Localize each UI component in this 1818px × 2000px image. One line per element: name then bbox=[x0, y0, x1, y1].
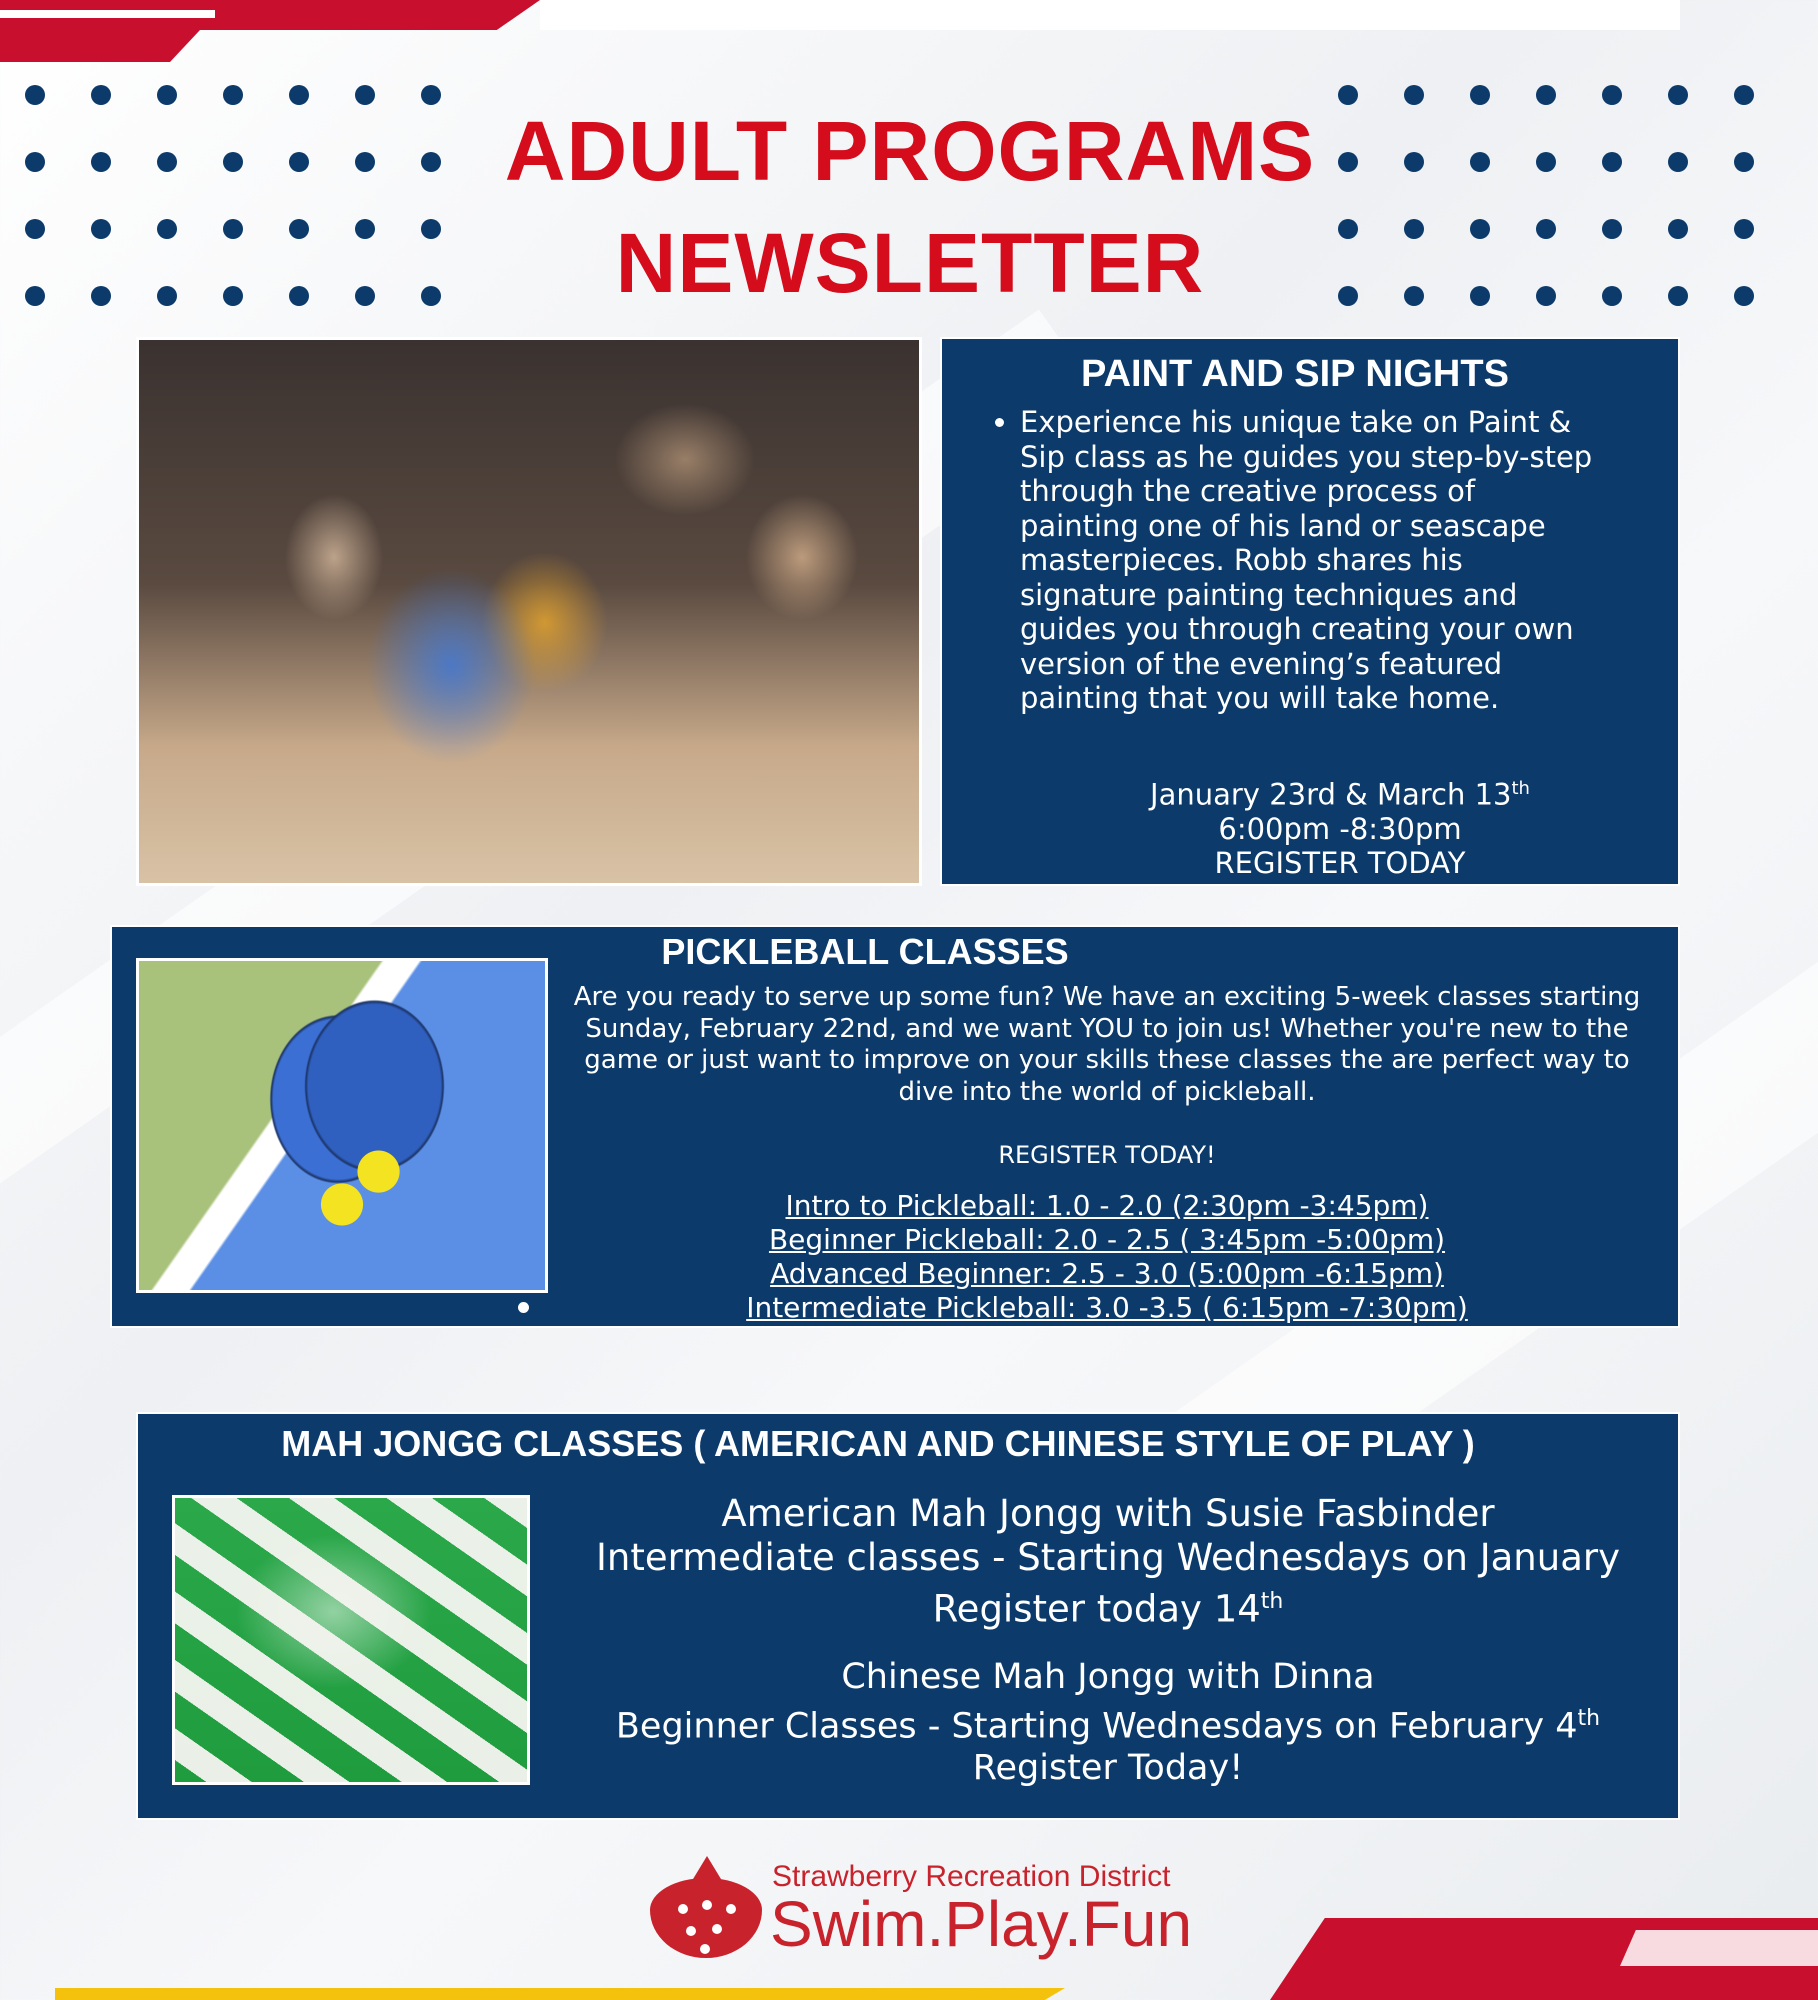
bullet-icon bbox=[518, 1302, 529, 1313]
paint-register: REGISTER TODAY bbox=[1214, 845, 1466, 880]
american-line-3: Register today 14 bbox=[932, 1587, 1261, 1631]
paint-time: 6:00pm -8:30pm bbox=[1218, 811, 1462, 846]
page-title bbox=[430, 95, 1390, 319]
strawberry-recreation-logo bbox=[650, 1848, 1210, 1958]
chinese-mah-jongg-info bbox=[568, 1657, 1648, 1789]
mah-jongg-heading: MAH JONGG CLASSES ( AMERICAN AND CHINESE STYLE OF PLAY ) bbox=[281, 1423, 1475, 1464]
chinese-line-3: Register Today! bbox=[972, 1747, 1244, 1788]
pickleball-class-link[interactable]: Beginner Pickleball: 2.0 - 2.5 ( 3:45pm -5:00pm) bbox=[768, 1223, 1446, 1256]
pickleball-description: Are you ready to serve up some fun? We have an exciting 5-week classes starting Sunday, February 22nd, and we want YOU to join us! Whether you're new to the game or just want to improve on your skills these classes the are perfect way to dive into the world of pickleball. bbox=[573, 982, 1641, 1107]
pickleball-class-link[interactable]: Advanced Beginner: 2.5 - 3.0 (5:00pm -6:15pm) bbox=[770, 1257, 1444, 1290]
paint-description: • Experience his unique take on Paint & Sip class as he guides you step-by-step through the creative process of painting one of his land or seascape masterpieces. Robb shares his signature painting techniques and guides you through creating your own version of the evening’s featured painting that you will take home. bbox=[1020, 405, 1600, 716]
pickleball-register: REGISTER TODAY! bbox=[998, 1141, 1216, 1169]
american-mah-jongg-info bbox=[568, 1492, 1648, 1631]
pickleball-heading: PICKLEBALL CLASSES bbox=[661, 931, 1069, 972]
american-line-1: American Mah Jongg with Susie Fasbinder bbox=[721, 1492, 1495, 1535]
yellow-accent-bar bbox=[55, 1988, 1065, 2000]
org-name: Strawberry Recreation District bbox=[772, 1860, 1171, 1893]
white-accent-bar bbox=[1620, 1930, 1818, 1966]
pickleball-class-link[interactable]: Intermediate Pickleball: 3.0 -3.5 ( 6:15pm -7:30pm) bbox=[746, 1291, 1468, 1324]
title-line-1: ADULT PROGRAMS bbox=[504, 104, 1316, 198]
pickleball-photo bbox=[136, 958, 548, 1293]
red-accent-bar bbox=[0, 30, 200, 62]
pickleball-class-link[interactable]: Intro to Pickleball: 1.0 - 2.0 (2:30pm -3:45pm) bbox=[785, 1189, 1429, 1222]
tagline: Swim.Play.Fun bbox=[770, 1888, 1193, 1960]
strawberry-icon bbox=[650, 1856, 762, 1958]
title-line-2: NEWSLETTER bbox=[615, 216, 1205, 310]
paint-dates: January 23rd & March 13 bbox=[1150, 777, 1512, 812]
chinese-line-1: Chinese Mah Jongg with Dinna bbox=[841, 1657, 1375, 1697]
paint-dates-suffix: th bbox=[1511, 778, 1530, 799]
white-accent-bar bbox=[540, 0, 1680, 30]
paint-and-sip-photo bbox=[136, 337, 922, 886]
paint-description-list bbox=[1020, 405, 1600, 716]
chinese-line-2: Beginner Classes - Starting Wednesdays on February 4 bbox=[615, 1706, 1578, 1747]
pickleball-class-list bbox=[557, 1189, 1657, 1325]
dot-pattern-left bbox=[25, 85, 487, 353]
paint-heading: PAINT AND SIP NIGHTS bbox=[1081, 353, 1509, 395]
paint-schedule bbox=[942, 772, 1678, 880]
dot-pattern-right bbox=[1338, 85, 1800, 353]
mah-jongg-photo bbox=[172, 1495, 530, 1785]
chinese-suffix: th bbox=[1577, 1706, 1601, 1731]
paint-and-sip-panel bbox=[940, 337, 1680, 886]
american-suffix: th bbox=[1260, 1589, 1284, 1614]
american-line-2: Intermediate classes - Starting Wednesdays on January bbox=[596, 1536, 1620, 1579]
white-accent-line bbox=[0, 10, 215, 18]
